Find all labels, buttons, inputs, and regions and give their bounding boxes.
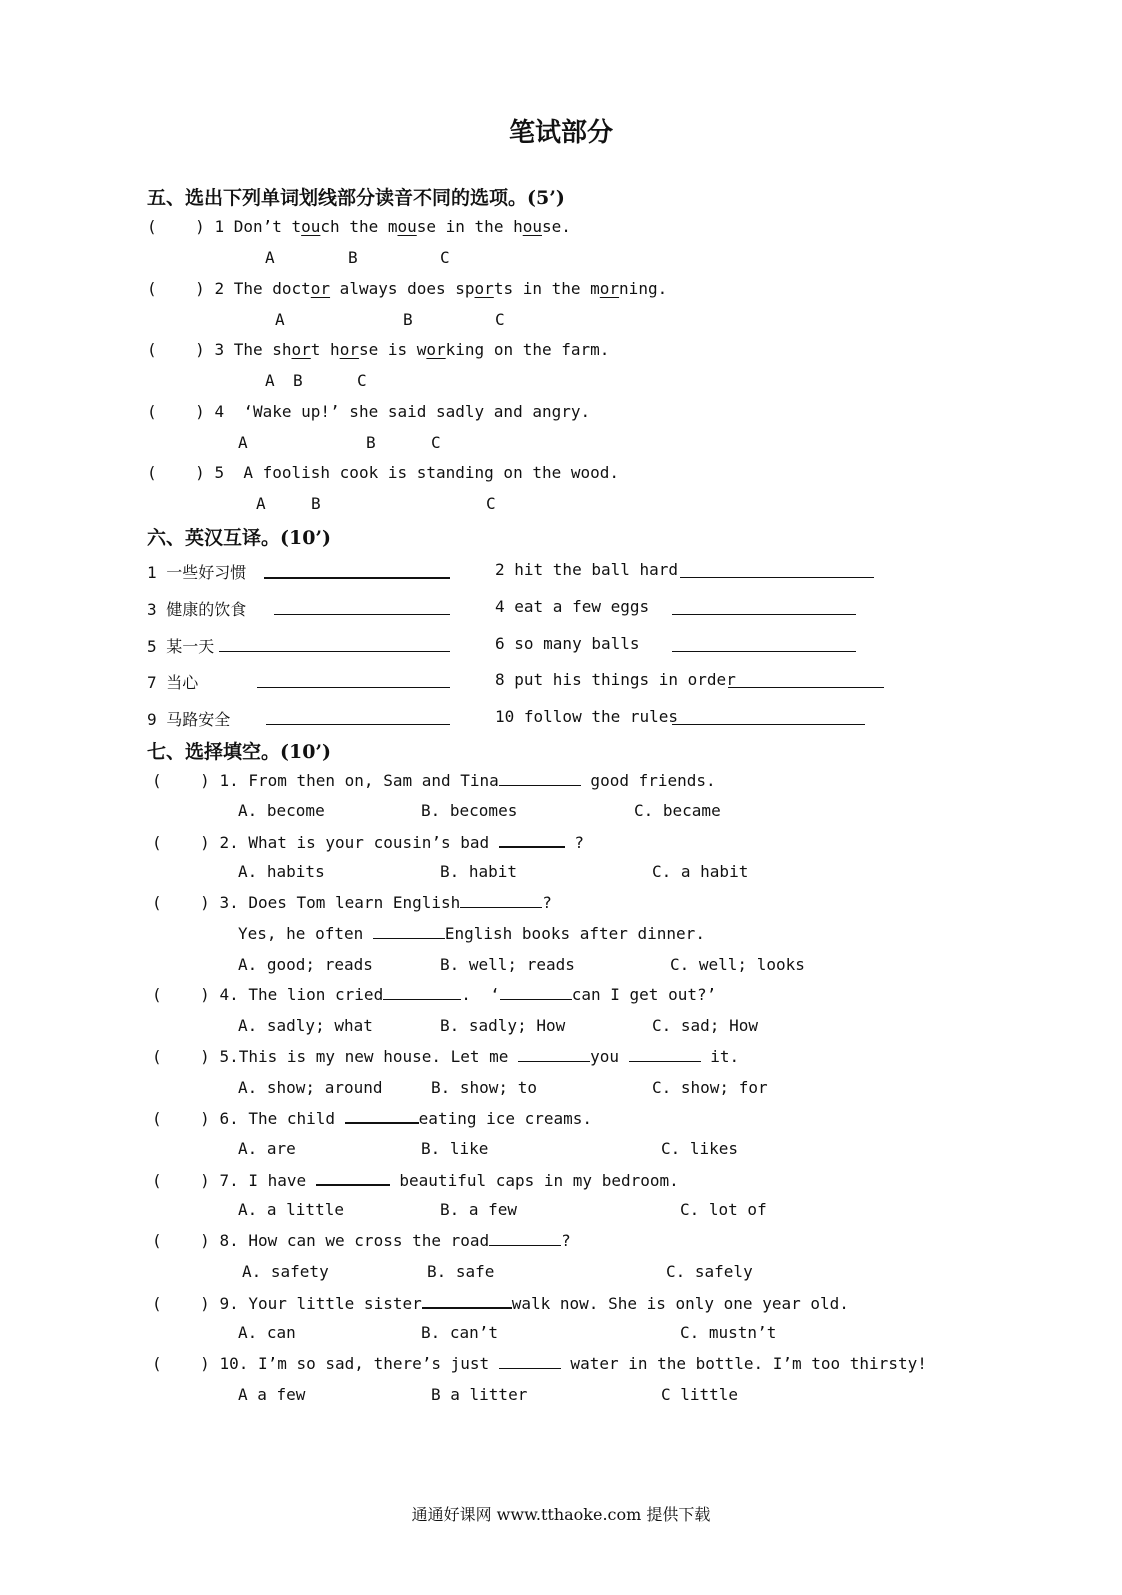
option-letter: A bbox=[238, 433, 248, 452]
s5-item-5: ( ) 5 A foolish cook is standing on the wood. bbox=[147, 463, 620, 482]
s5-item-1: ( ) 1 Don’t touch the mouse in the house. bbox=[147, 217, 571, 236]
option-c: C. well; looks bbox=[670, 955, 805, 974]
option-c: C. became bbox=[634, 801, 721, 820]
option-c: C. likes bbox=[661, 1139, 739, 1158]
option-b: B. becomes bbox=[421, 801, 518, 820]
answer-blank[interactable] bbox=[680, 562, 874, 578]
option-letter: C bbox=[440, 248, 450, 267]
option-a: A. show; around bbox=[238, 1078, 383, 1097]
answer-blank[interactable] bbox=[345, 1108, 419, 1124]
option-letter: C bbox=[357, 371, 367, 390]
option-a: A a few bbox=[238, 1385, 306, 1404]
option-a: A. safety bbox=[242, 1262, 329, 1281]
option-c: C. lot of bbox=[680, 1200, 767, 1219]
translate-item: 8 put his things in order bbox=[495, 670, 736, 689]
option-letter: C bbox=[431, 433, 441, 452]
option-letter: A bbox=[265, 371, 275, 390]
answer-blank[interactable] bbox=[499, 1354, 561, 1369]
answer-blank[interactable] bbox=[672, 709, 865, 725]
translate-item: 3 健康的饮食 bbox=[147, 600, 247, 619]
option-b: B. show; to bbox=[431, 1078, 537, 1097]
option-c: C. safely bbox=[666, 1262, 753, 1281]
mc-question-3: ( ) 3. Does Tom learn English ? bbox=[152, 893, 552, 912]
option-a: A. sadly; what bbox=[238, 1016, 373, 1035]
option-b: B. sadly; How bbox=[440, 1016, 566, 1035]
option-letter: B bbox=[366, 433, 376, 452]
mc-question-8: ( ) 8. How can we cross the road ? bbox=[152, 1231, 571, 1250]
option-letter: A bbox=[265, 248, 275, 267]
translate-item: 9 马路安全 bbox=[147, 710, 231, 729]
answer-blank[interactable] bbox=[499, 771, 581, 786]
option-letter: A bbox=[275, 310, 285, 329]
option-a: A. can bbox=[238, 1323, 296, 1342]
option-letter: C bbox=[495, 310, 505, 329]
answer-blank[interactable] bbox=[264, 562, 450, 579]
answer-blank[interactable] bbox=[257, 672, 450, 688]
s5-item-2: ( ) 2 The doctor always does sports in the morning. bbox=[147, 279, 668, 298]
s5-item-4: ( ) 4 ‘Wake up!’ she said sadly and angry. bbox=[147, 402, 591, 421]
option-c: C. sad; How bbox=[652, 1016, 758, 1035]
mc-question-7: ( ) 7. I have beautiful caps in my bedroom. bbox=[152, 1171, 679, 1190]
option-letter: B bbox=[403, 310, 413, 329]
translate-item: 2 hit the ball hard bbox=[495, 560, 679, 579]
option-letter: B bbox=[348, 248, 358, 267]
option-c: C little bbox=[661, 1385, 739, 1404]
answer-blank[interactable] bbox=[266, 709, 450, 725]
mc-question-4: ( ) 4. The lion cried . ‘ can I get out?’ bbox=[152, 985, 717, 1004]
answer-blank[interactable] bbox=[422, 1293, 512, 1309]
answer-blank[interactable] bbox=[672, 599, 856, 615]
option-a: A. habits bbox=[238, 862, 325, 881]
translate-item: 1 一些好习惯 bbox=[147, 563, 247, 582]
answer-blank[interactable] bbox=[489, 1231, 561, 1246]
option-b: B a litter bbox=[431, 1385, 528, 1404]
translate-item: 6 so many balls bbox=[495, 634, 640, 653]
answer-blank[interactable] bbox=[728, 672, 884, 688]
answer-blank[interactable] bbox=[500, 985, 572, 1000]
translate-item: 4 eat a few eggs bbox=[495, 597, 650, 616]
translate-item: 10 follow the rules bbox=[495, 707, 679, 726]
mc-question-3-line-2: Yes, he often English books after dinner. bbox=[238, 924, 705, 943]
option-letter: B bbox=[311, 494, 321, 513]
mc-question-9: ( ) 9. Your little sister walk now. She is only one year old. bbox=[152, 1294, 849, 1313]
section-7-heading: 七、选择填空。(10’) bbox=[147, 741, 332, 763]
s5-item-3: ( ) 3 The short horse is working on the farm. bbox=[147, 340, 610, 359]
mc-question-10: ( ) 10. I’m so sad, there’s just water in the bottle. I’m too thirsty! bbox=[152, 1354, 927, 1373]
option-a: A. become bbox=[238, 801, 325, 820]
answer-blank[interactable] bbox=[274, 599, 450, 615]
answer-blank[interactable] bbox=[672, 636, 856, 652]
mc-question-5: ( ) 5.This is my new house. Let me you it. bbox=[152, 1047, 740, 1066]
option-letter: A bbox=[256, 494, 266, 513]
section-6-heading: 六、英汉互译。(10’) bbox=[147, 527, 332, 549]
answer-blank[interactable] bbox=[460, 893, 542, 908]
answer-blank[interactable] bbox=[629, 1047, 701, 1062]
answer-paren: ( ) bbox=[147, 217, 205, 236]
mc-question-6: ( ) 6. The child eating ice creams. bbox=[152, 1109, 593, 1128]
answer-blank[interactable] bbox=[518, 1047, 590, 1062]
option-b: B. safe bbox=[427, 1262, 495, 1281]
option-b: B. well; reads bbox=[440, 955, 575, 974]
option-letter: B bbox=[293, 371, 303, 390]
mc-question-1: ( ) 1. From then on, Sam and Tina good friends. bbox=[152, 771, 716, 790]
translate-item: 7 当心 bbox=[147, 673, 199, 692]
answer-blank[interactable] bbox=[383, 985, 461, 1000]
mc-question-2: ( ) 2. What is your cousin’s bad ? bbox=[152, 833, 585, 852]
option-c: C. show; for bbox=[652, 1078, 768, 1097]
page-title: 笔试部分 bbox=[508, 118, 613, 148]
answer-blank[interactable] bbox=[373, 924, 445, 939]
option-b: B. a few bbox=[440, 1200, 518, 1219]
translate-item: 5 某一天 bbox=[147, 637, 215, 656]
option-a: A. are bbox=[238, 1139, 296, 1158]
option-a: A. good; reads bbox=[238, 955, 373, 974]
footer-source: 通通好课网 www.tthaoke.com 提供下载 bbox=[411, 1505, 711, 1524]
section-5-heading: 五、选出下列单词划线部分读音不同的选项。(5’) bbox=[147, 187, 565, 209]
option-letter: C bbox=[486, 494, 496, 513]
option-b: B. like bbox=[421, 1139, 489, 1158]
answer-blank[interactable] bbox=[219, 636, 450, 652]
option-c: C. a habit bbox=[652, 862, 749, 881]
answer-blank[interactable] bbox=[316, 1170, 390, 1186]
option-b: B. habit bbox=[440, 862, 518, 881]
option-b: B. can’t bbox=[421, 1323, 499, 1342]
option-c: C. mustn’t bbox=[680, 1323, 777, 1342]
answer-blank[interactable] bbox=[499, 832, 565, 848]
option-a: A. a little bbox=[238, 1200, 344, 1219]
